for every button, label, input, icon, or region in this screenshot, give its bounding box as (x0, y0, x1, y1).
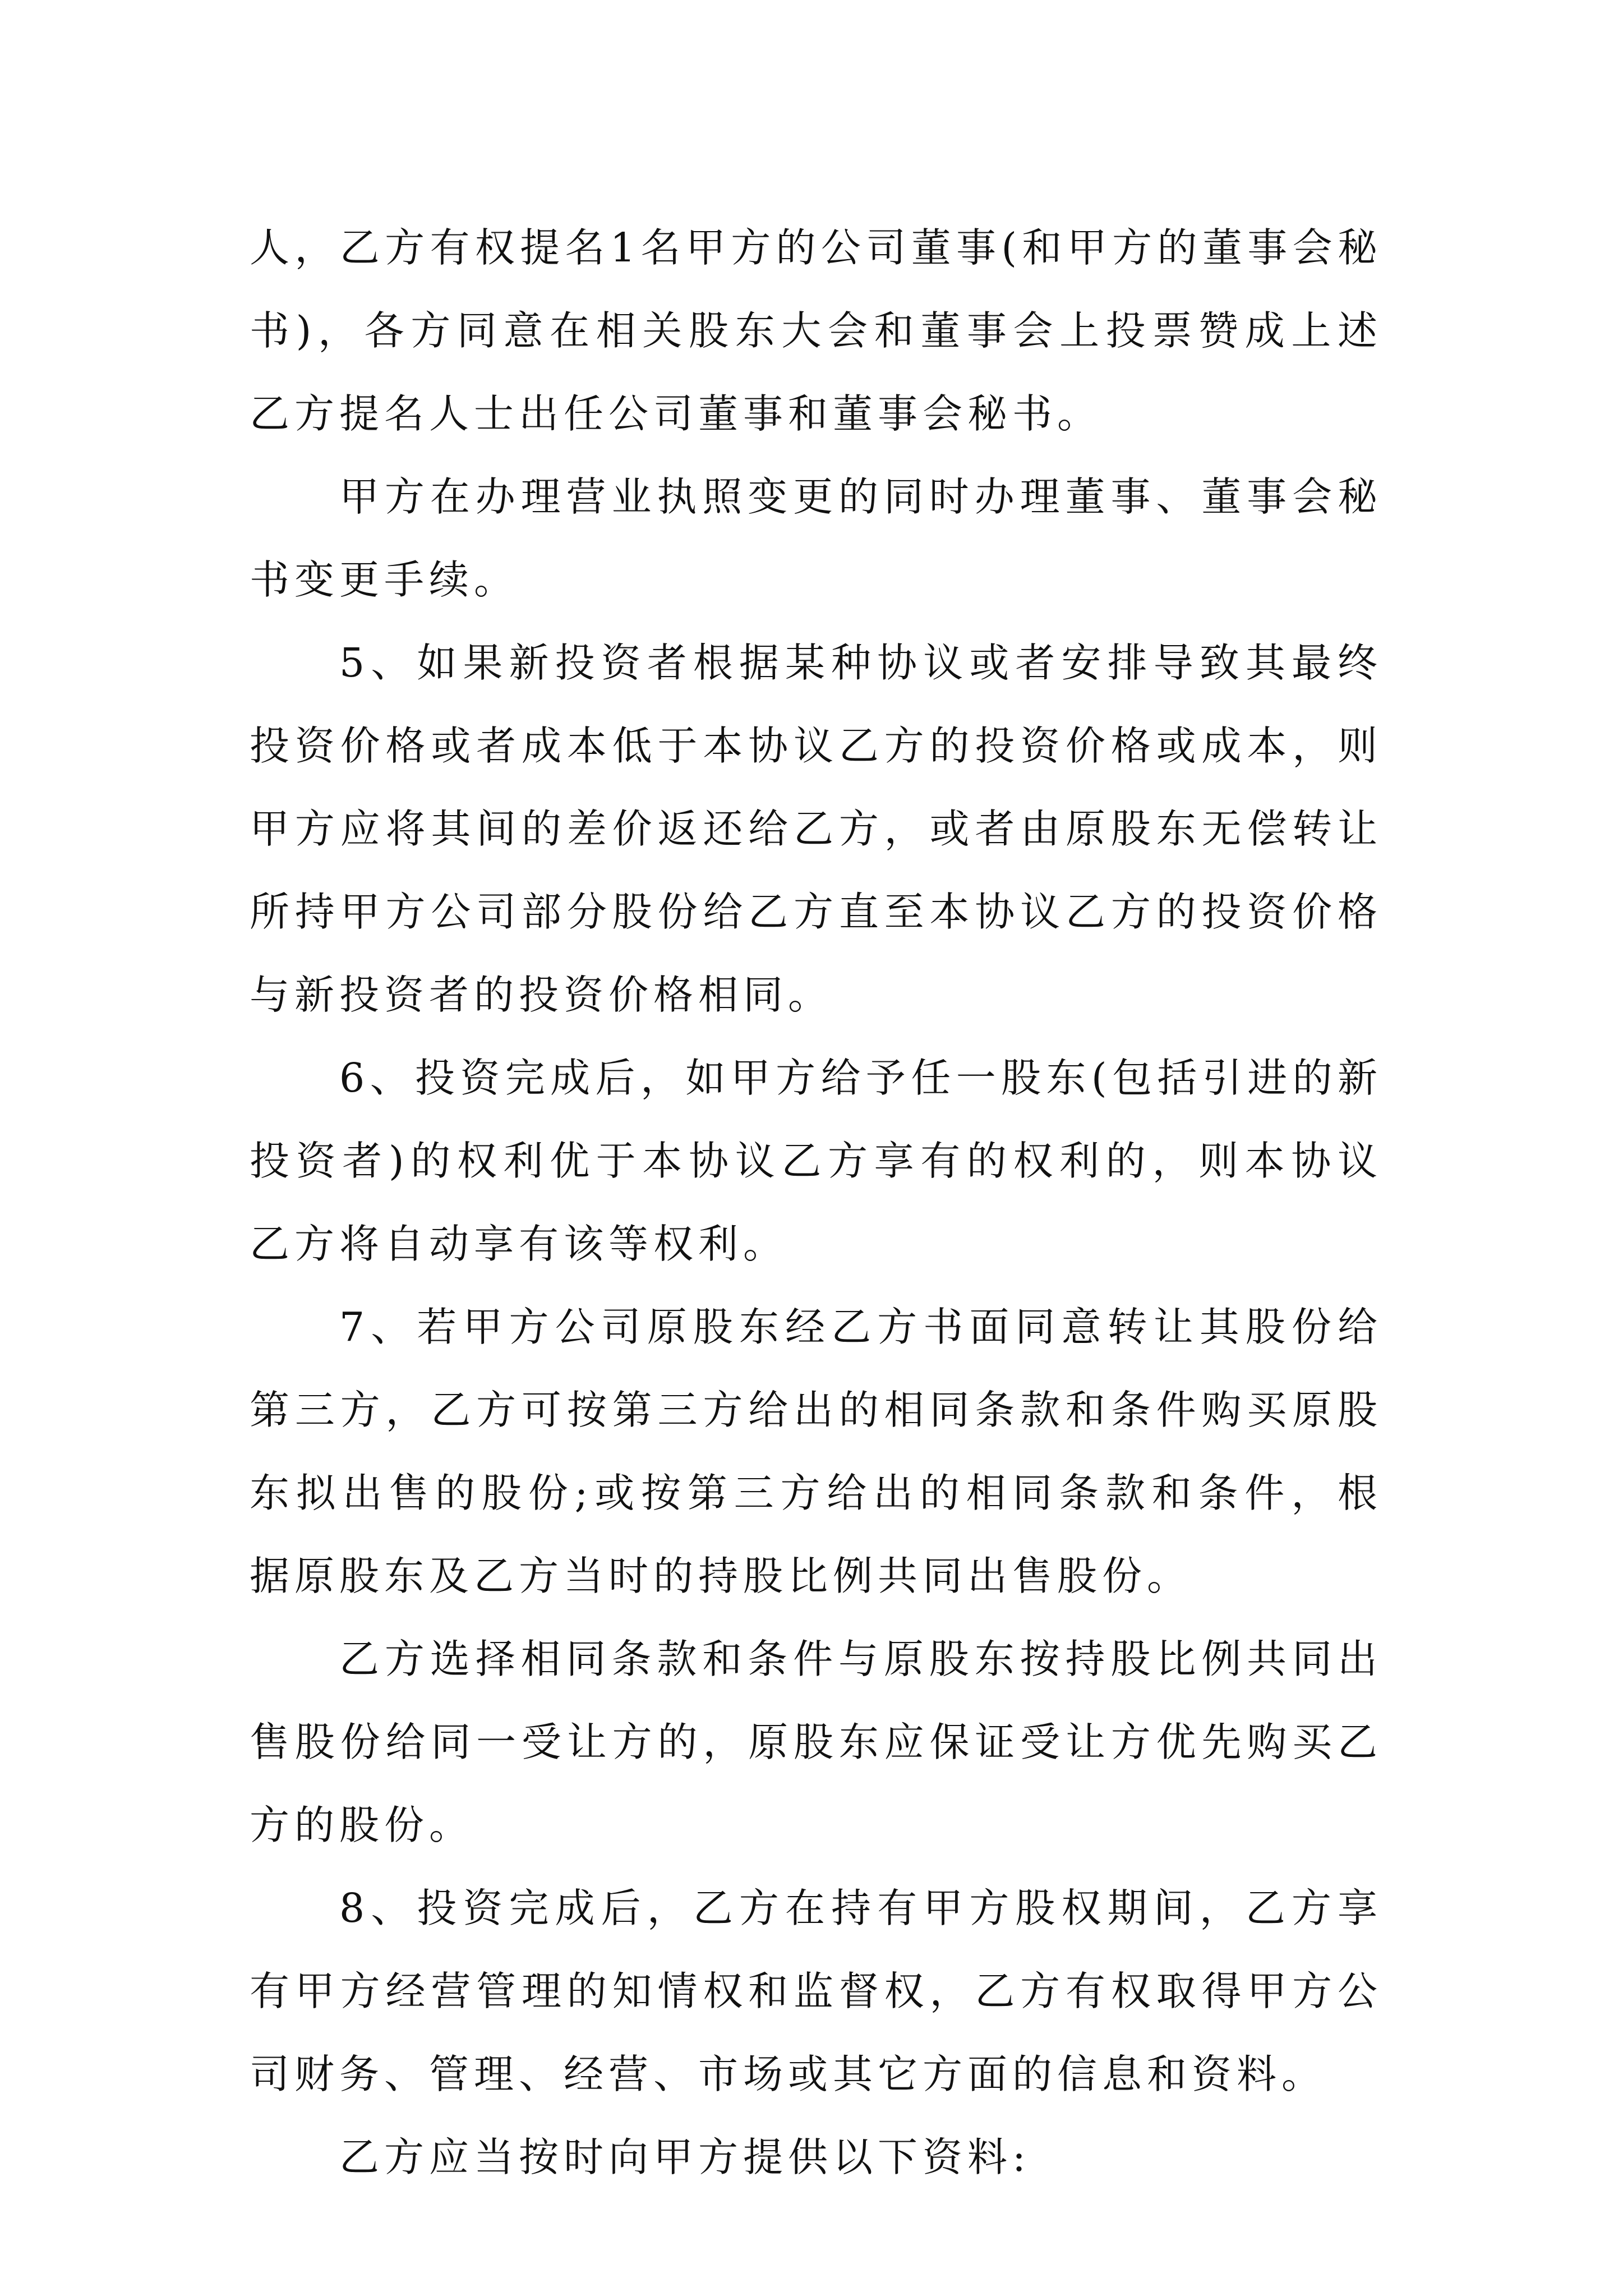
paragraph-clause-6: 6、投资完成后，如甲方给予任一股东(包括引进的新投资者)的权利优于本协议乙方享有的权利的，则本协议乙方将自动享有该等权利。 (250, 1055, 1382, 1267)
paragraph-clause-5: 5、如果新投资者根据某种协议或者安排导致其最终投资价格或者成本低于本协议乙方的投资价格或成本，则甲方应将其间的差价返还给乙方，或者由原股东无偿转让所持甲方公司部分股份给乙方直至本协议乙方的投资价格与新投资者的投资价格相同。 (250, 639, 1382, 1018)
paragraph-clause-7: 7、若甲方公司原股东经乙方书面同意转让其股份给第三方，乙方可按第三方给出的相同条款和条件购买原股东拟出售的股份;或按第三方给出的相同条款和条件，根据原股东及乙方当时的持股比例共同出售股份。 (250, 1304, 1382, 1599)
paragraph-continuation: 人，乙方有权提名1名甲方的公司董事(和甲方的董事会秘书)，各方同意在相关股东大会和董事会上投票赞成上述乙方提名人士出任公司董事和董事会秘书。 (250, 224, 1382, 437)
paragraph-clause-8: 8、投资完成后，乙方在持有甲方股权期间，乙方享有甲方经营管理的知情权和监督权，乙方有权取得甲方公司财务、管理、经营、市场或其它方面的信息和资料。 (250, 1885, 1382, 2097)
paragraph-materials: 乙方应当按时向甲方提供以下资料: (339, 2134, 1031, 2180)
paragraph-co-sale: 乙方选择相同条款和条件与原股东按持股比例共同出售股份给同一受让方的，原股东应保证受让方优先购买乙方的股份。 (250, 1636, 1382, 1848)
document-body (250, 206, 1382, 2199)
paragraph-director-change: 甲方在办理营业执照变更的同时办理董事、董事会秘书变更手续。 (250, 473, 1382, 603)
